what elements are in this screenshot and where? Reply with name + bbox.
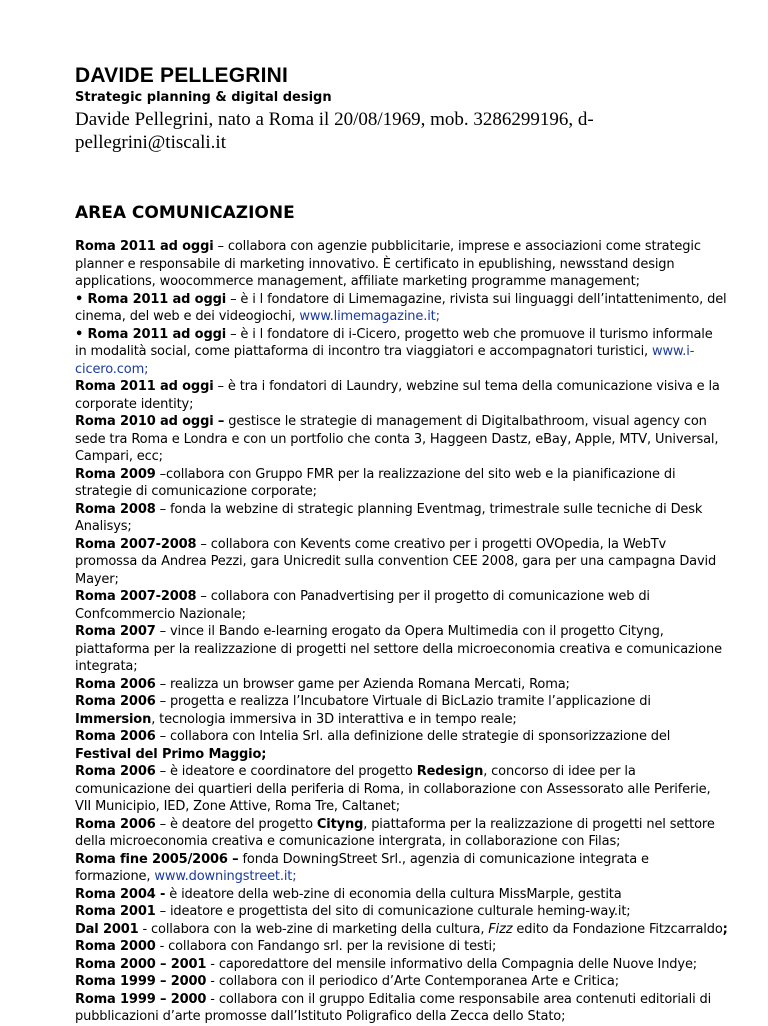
entry-text: - collabora con il periodico d’Arte Contemporanea Arte e Critica;: [206, 974, 619, 989]
entry-date-label: • Roma 2011 ad oggi: [75, 326, 227, 342]
entry-text: – è deatore del progetto: [155, 816, 317, 832]
entry-text: - caporedattore del mensile informativo della Compagnia delle Nuove Indye;: [206, 956, 698, 972]
entry-item: [75, 956, 728, 974]
entry-date-label: Festival del Primo Maggio;: [75, 746, 267, 762]
entry-date-label: Redesign: [416, 764, 484, 779]
entry-text: – progetta e realizza l’Incubatore Virtuale di BicLazio tramite l’applicazione di: [155, 694, 651, 709]
entry-item: [75, 291, 728, 326]
entry-date-label: Roma 2001: [75, 904, 156, 919]
entry-text: – collabora con Panadvertising per il progetto di comunicazione web di Confcommercio Nazionale;: [75, 589, 650, 622]
entry-date-label: • Roma 2011 ad oggi: [75, 291, 227, 307]
entry-text: – collabora con agenzie pubblicitarie, imprese e associazioni come strategic planner e responsabile di marketing innovativo. È certificato in epublishing, newsstand design applications, woocommerce management, affiliate marketing programme management;: [75, 239, 701, 289]
entry-text: – è i l fondatore di i-Cicero, progetto web che promuove il turismo informale in modalità social, come piattaforma di incontro tra viaggiatori e accompagnatori turistici,: [75, 326, 713, 359]
entry-link[interactable]: ;: [292, 869, 297, 884]
entry-date-label: Roma 2004 -: [75, 886, 166, 902]
entry-date-label: Roma 2007-2008: [75, 536, 197, 552]
person-name: DAVIDE PELLEGRINI: [75, 64, 289, 87]
entry-text: – è ideatore e coordinatore del progetto: [155, 764, 417, 779]
entry-text: edito da Fondazione Fitzcarraldo: [512, 921, 723, 937]
entry-text: – collabora con Kevents come creativo per i progetti OVOpedia, la WebTv promossa da Andrea Pezzi, gara Unicredit sulla convention CEE 2008, gara per una campagna David Mayer;: [75, 536, 717, 587]
entry-date-label: Roma 2006: [75, 764, 156, 779]
entry-item: [75, 851, 728, 886]
entry-date-label: Roma 2007: [75, 624, 156, 639]
entry-text: – vince il Bando e-learning erogato da Opera Multimedia con il progetto Cityng, piattaforma per la realizzazione di progetti nel settore della microeconomia creativa e comunicazione integrata;: [75, 624, 722, 674]
entry-date-label: Roma 2006: [75, 816, 156, 832]
entry-date-label: Roma 2008: [75, 501, 156, 517]
entry-text: è ideatore della web-zine di economia della cultura MissMarple, gestita: [165, 886, 622, 902]
entry-text: fonda DowningStreet Srl., agenzia di comunicazione integrata e formazione,: [75, 851, 649, 884]
entry-text: – è tra i fondatori di Laundry, webzine sul tema della comunicazione visiva e la corporate identity;: [75, 379, 720, 412]
entry-item: [75, 588, 728, 623]
entry-date-label: Roma 2006: [75, 676, 156, 692]
entry-item: [75, 886, 728, 904]
entry-link[interactable]: ;: [144, 361, 149, 377]
entry-date-label: Roma 2006: [75, 729, 156, 744]
entry-item: [75, 413, 728, 466]
entry-item: [75, 378, 728, 413]
entry-item: [75, 501, 728, 536]
entry-text: - collabora con Fandango srl. per la revisione di testi;: [155, 939, 497, 954]
entry-item: [75, 763, 728, 816]
entry-date-label: Roma 2011 ad oggi: [75, 239, 214, 254]
entry-date-label: Dal 2001: [75, 921, 139, 937]
entry-text: , piattaforma per la realizzazione di progetti nel settore della microeconomia creativa e comunicazione intergrata, in collaborazione con Filas;: [75, 816, 715, 849]
entry-item: [75, 238, 728, 291]
entry-text: gestisce le strategie di management di Digitalbathroom, visual agency con sede tra Roma e Londra e con un portfolio che conta 3, Haggeen Dastz, eBay, Apple, MTV, Universal, Campari, ecc;: [75, 414, 719, 464]
person-subtitle: Strategic planning & digital design: [75, 90, 332, 105]
entry-item: [75, 676, 728, 694]
contact-line: Davide Pellegrini, nato a Roma il 20/08/1969, mob. 3286299196, d-pellegrini@tiscali.it: [75, 109, 594, 153]
entry-text: – realizza un browser game per Azienda Romana Mercati, Roma;: [155, 676, 570, 692]
entry-text: – è i l fondatore di Limemagazine, rivista sui linguaggi dell’intattenimento, del cinema, del web e dei videogiochi,: [75, 291, 727, 324]
entry-item: [75, 693, 728, 728]
entry-link[interactable]: ;: [435, 309, 440, 324]
entry-date-label: Roma 2000 – 2001: [75, 956, 207, 972]
entry-date-label: Roma 2007-2008: [75, 589, 197, 604]
entry-date-label: ;: [722, 921, 728, 937]
entry-link[interactable]: www.downingstreet.it: [154, 869, 293, 884]
entry-text: – ideatore e progettista del sito di comunicazione culturale heming-way.it;: [155, 904, 631, 919]
entries-list: [75, 238, 728, 1026]
entry-text: - collabora con la web-zine di marketing della cultura,: [138, 921, 489, 937]
entry-date-label: Roma 2006: [75, 694, 156, 709]
entry-date-label: Roma 2009: [75, 466, 156, 482]
entry-date-label: Roma 2000: [75, 939, 156, 954]
entry-text: – fonda la webzine di strategic planning Eventmag, trimestrale sulle tecniche di Desk Analisys;: [75, 501, 703, 534]
entry-date-label: Roma 1999 – 2000: [75, 991, 207, 1007]
entry-date-label: Roma fine 2005/2006 –: [75, 851, 239, 867]
entry-item: [75, 921, 728, 939]
entry-text: –collabora con Gruppo FMR per la realizzazione del sito web e la pianificazione di strategie di comunicazione corporate;: [75, 466, 676, 499]
entry-text: , concorso di idee per la comunicazione dei quartieri della periferia di Roma, in collaborazione con Assessorato alle Periferie, VII Municipio, IED, Zone Attive, Roma Tre, Caltanet;: [75, 764, 711, 814]
entry-item: [75, 728, 728, 763]
entry-date-label: Roma 2011 ad oggi: [75, 379, 214, 394]
entry-link[interactable]: www.limemagazine.it: [299, 309, 436, 324]
entry-item: [75, 903, 728, 921]
entry-item: [75, 466, 728, 501]
entry-link[interactable]: www.i-cicero.com: [75, 344, 695, 377]
section-title: AREA COMUNICAZIONE: [75, 203, 295, 223]
entry-date-label: Roma 1999 – 2000: [75, 974, 207, 989]
entry-item: [75, 536, 728, 589]
entry-item: [75, 991, 728, 1026]
entry-italic-text: Fizz: [488, 921, 513, 937]
entry-item: [75, 326, 728, 379]
entry-date-label: Cityng: [316, 816, 364, 832]
entry-item: [75, 623, 728, 676]
entry-item: [75, 973, 728, 991]
entry-text: , tecnologia immersiva in 3D interattiva e in tempo reale;: [151, 711, 517, 727]
entry-text: - collabora con il gruppo Editalia come responsabile area contenuti editoriali di pubblicazioni d’arte promosse dall’Istituto Poligrafico della Zecca dello Stato;: [75, 991, 712, 1024]
entry-item: [75, 938, 728, 956]
entry-text: – collabora con Intelia Srl. alla definizione delle strategie di sponsorizzazione del: [155, 729, 671, 744]
entry-item: [75, 816, 728, 851]
entry-date-label: Immersion: [75, 711, 152, 727]
entry-date-label: Roma 2010 ad oggi –: [75, 414, 225, 429]
